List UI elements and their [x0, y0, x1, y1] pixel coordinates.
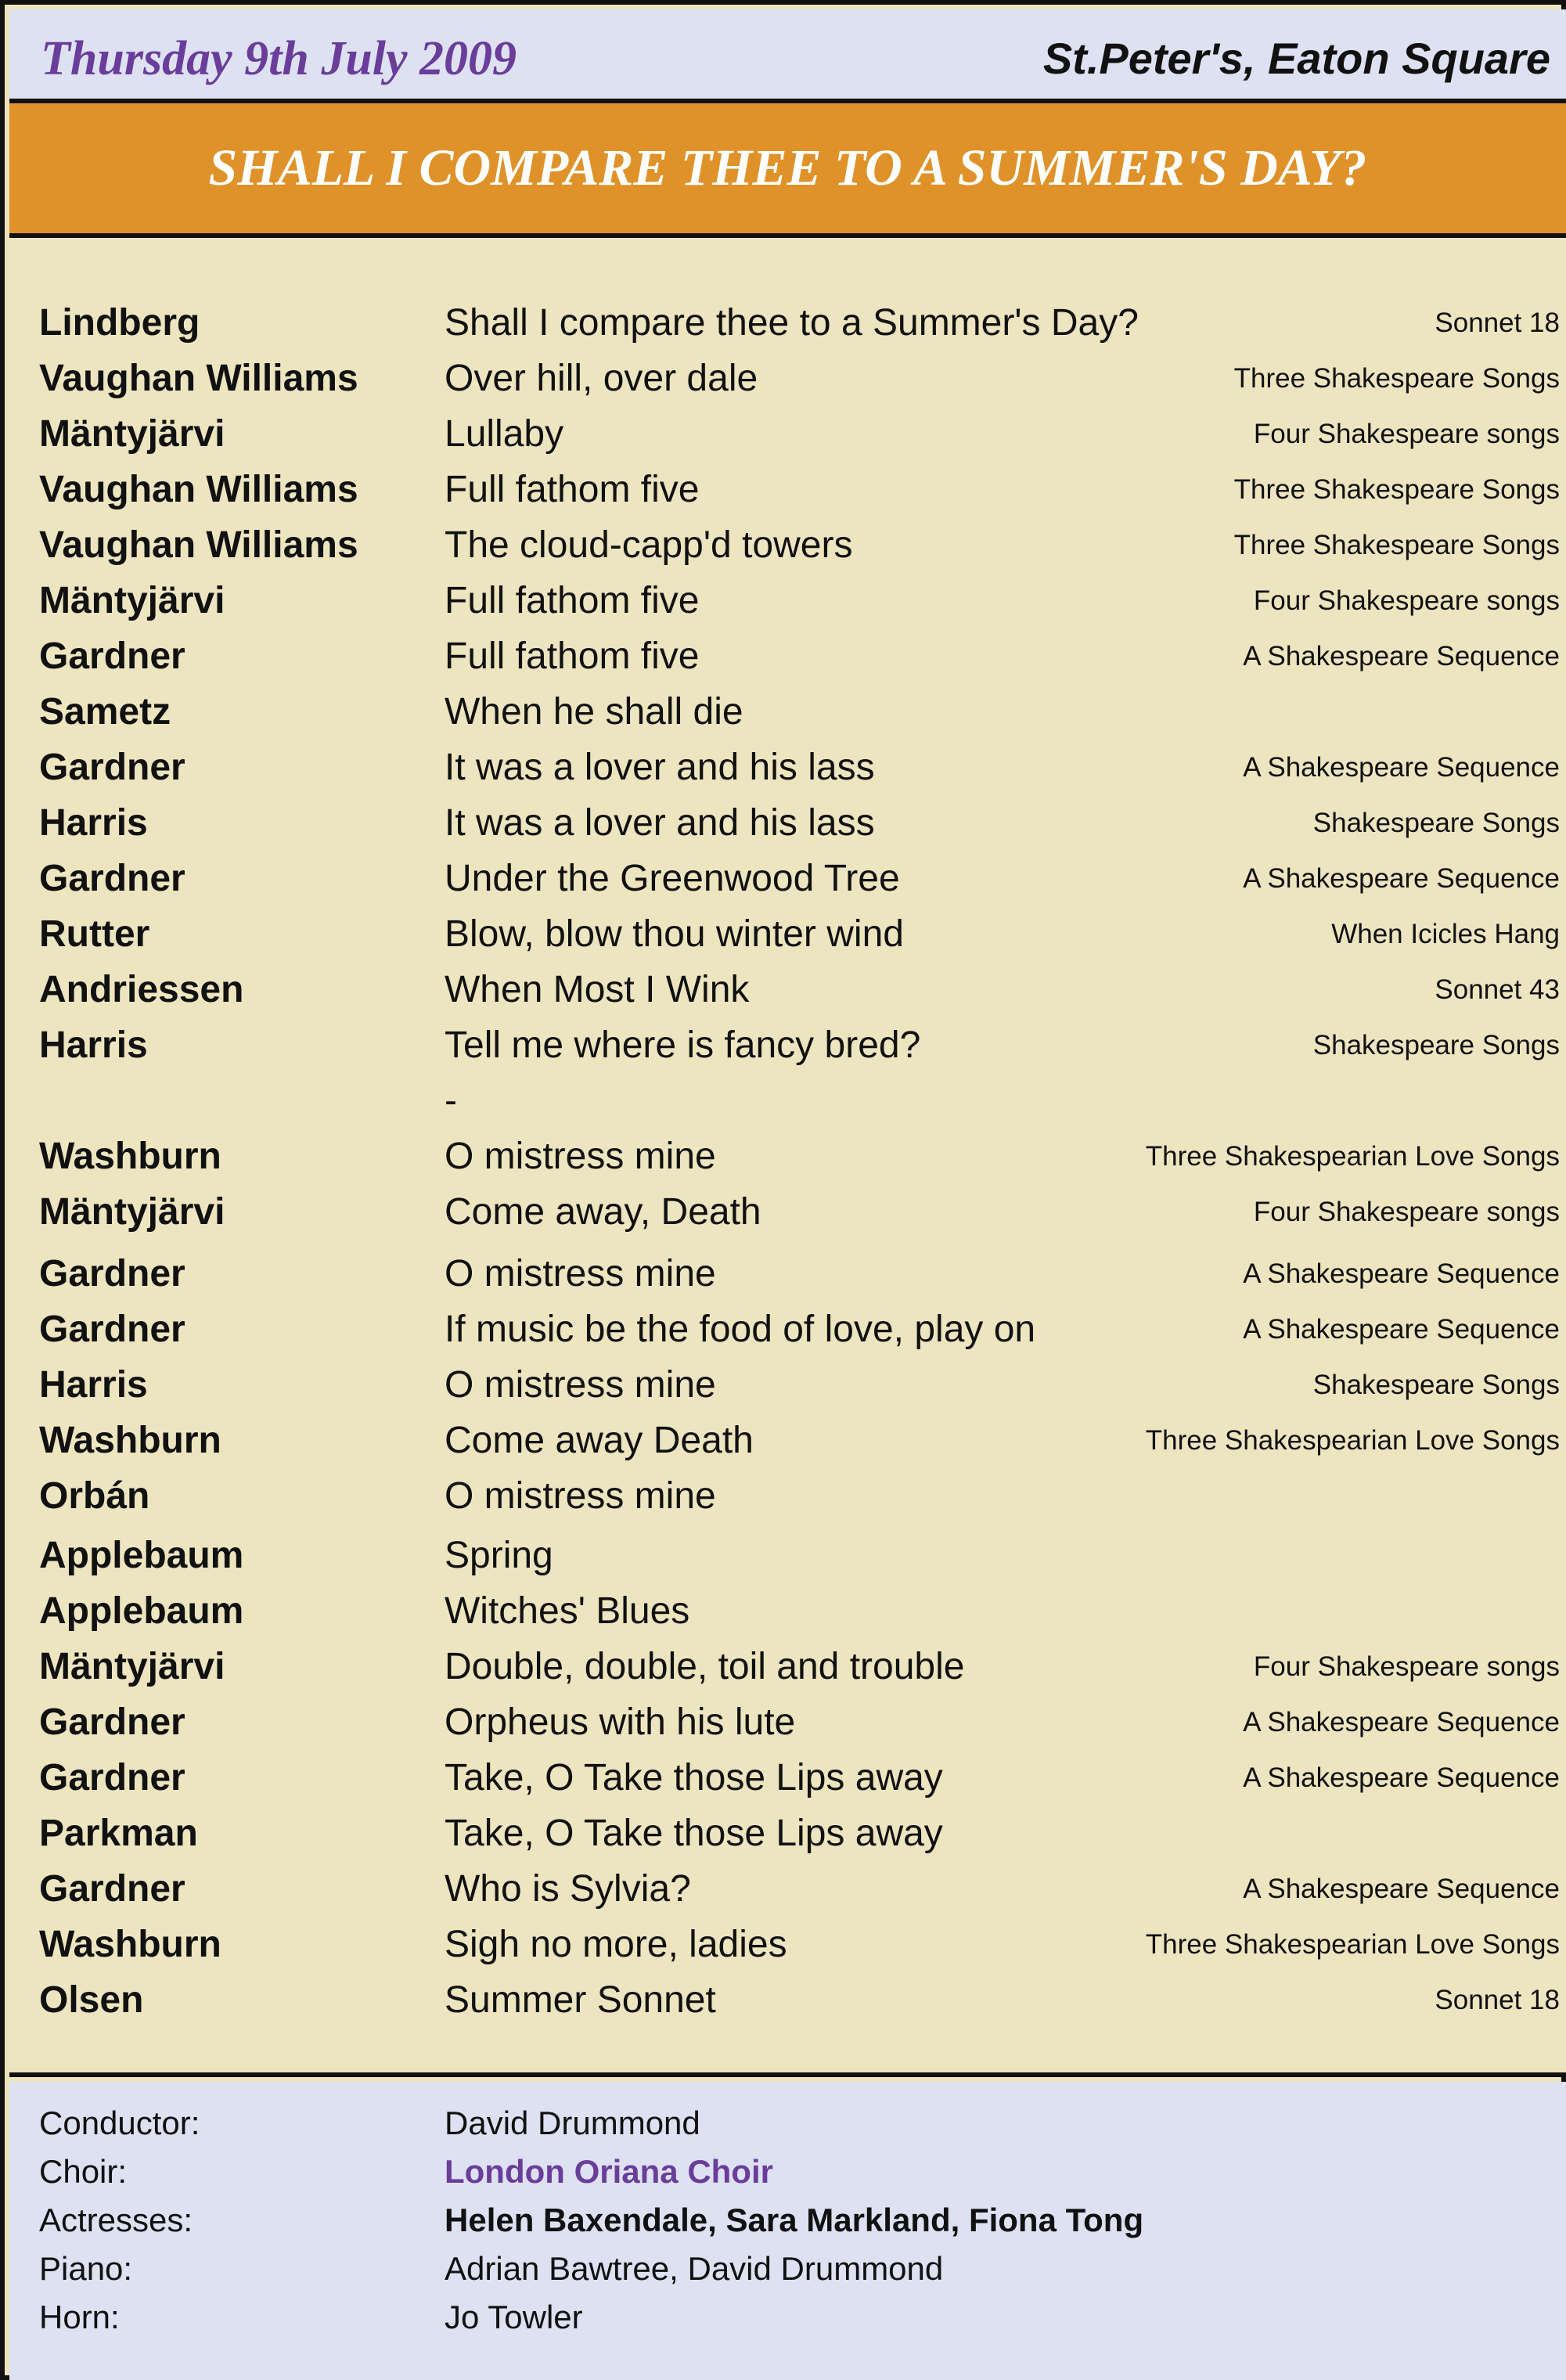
- composer-name: Gardner: [39, 1701, 185, 1743]
- programme-row: [9, 1302, 1566, 1357]
- programme-row: [9, 1584, 1566, 1639]
- piece-title: Witches' Blues: [445, 1590, 690, 1632]
- programme-row: [9, 1018, 1566, 1073]
- credit-label: Piano:: [39, 2250, 133, 2287]
- composer-name: Sametz: [39, 691, 171, 733]
- programme-row: [9, 1973, 1566, 2028]
- piece-title: Orpheus with his lute: [445, 1701, 796, 1743]
- programme-row: [9, 1247, 1566, 1302]
- credit-label: Conductor:: [39, 2105, 200, 2141]
- composer-name: Washburn: [39, 1420, 221, 1461]
- actresses-names: Helen Baxendale, Sara Markland, Fiona Tong: [445, 2202, 1144, 2238]
- piece-title: Full fathom five: [445, 469, 700, 510]
- programme-row: [9, 907, 1566, 962]
- piece-source: Sonnet 43: [1435, 974, 1560, 1005]
- piece-title: Over hill, over dale: [445, 358, 758, 399]
- title-banner: [9, 103, 1566, 238]
- programme-row: [9, 796, 1566, 851]
- piece-title: Sigh no more, ladies: [445, 1924, 787, 1965]
- piece-title: Come away, Death: [445, 1191, 761, 1233]
- piece-title: Lullaby: [445, 413, 564, 455]
- piece-source: Three Shakespeare Songs: [1233, 363, 1560, 394]
- piece-source: Sonnet 18: [1435, 308, 1560, 338]
- credit-horn: [9, 2293, 1566, 2342]
- composer-name: Vaughan Williams: [39, 358, 358, 399]
- credit-choir: [9, 2148, 1566, 2196]
- piece-source: Three Shakespearian Love Songs: [1145, 1425, 1560, 1456]
- programme-row: [9, 1695, 1566, 1750]
- piece-source: Three Shakespeare Songs: [1233, 530, 1560, 560]
- piece-source: Three Shakespearian Love Songs: [1145, 1141, 1560, 1172]
- composer-name: Mäntyjärvi: [39, 580, 225, 621]
- programme-list: [9, 238, 1566, 2077]
- choir-name: London Oriana Choir: [445, 2153, 773, 2190]
- piece-title: O mistress mine: [445, 1364, 716, 1406]
- composer-name: Rutter: [39, 913, 150, 955]
- programme-row: [9, 1806, 1566, 1861]
- programme-row: [9, 351, 1566, 406]
- credit-conductor: [9, 2099, 1566, 2148]
- programme-row: [9, 740, 1566, 795]
- piece-title: It was a lover and his lass: [445, 802, 875, 844]
- piece-title: When he shall die: [445, 691, 743, 733]
- programme-row: [9, 1413, 1566, 1468]
- programme-row: [9, 1185, 1566, 1240]
- piece-title: Come away Death: [445, 1420, 754, 1461]
- programme-row: [9, 1862, 1566, 1917]
- programme-row: [9, 1751, 1566, 1806]
- composer-name: Washburn: [39, 1924, 221, 1965]
- piece-title: Double, double, toil and trouble: [445, 1646, 965, 1687]
- composer-name: Gardner: [39, 747, 185, 788]
- composer-name: Olsen: [39, 1979, 144, 2021]
- composer-name: Parkman: [39, 1813, 198, 1854]
- concert-venue: St.Peter's, Eaton Square: [1042, 34, 1550, 83]
- programme-row: [9, 296, 1566, 351]
- composer-name: Mäntyjärvi: [39, 413, 225, 455]
- composer-name: Harris: [39, 1364, 148, 1406]
- piece-source: A Shakespeare Sequence: [1243, 1707, 1560, 1737]
- composer-name: Orbán: [39, 1475, 150, 1517]
- piece-source: A Shakespeare Sequence: [1243, 1762, 1560, 1793]
- programme-row: [9, 1528, 1566, 1583]
- composer-name: Harris: [39, 802, 148, 844]
- programme-row: [9, 1469, 1566, 1524]
- programme-row: [9, 963, 1566, 1017]
- credit-label: Horn:: [39, 2299, 120, 2335]
- piece-title: The cloud-capp'd towers: [445, 524, 853, 566]
- composer-name: Vaughan Williams: [39, 469, 358, 510]
- piece-title: O mistress mine: [445, 1253, 716, 1294]
- piece-source: Four Shakespeare songs: [1253, 419, 1560, 449]
- piece-title: Spring: [445, 1535, 553, 1576]
- composer-name: Applebaum: [39, 1590, 244, 1632]
- composer-name: Harris: [39, 1024, 148, 1066]
- programme-row: [9, 852, 1566, 906]
- programme-row: [9, 574, 1566, 628]
- conductor-name: David Drummond: [445, 2105, 700, 2141]
- piece-source: A Shakespeare Sequence: [1243, 863, 1560, 894]
- composer-name: Washburn: [39, 1136, 221, 1177]
- piece-source: Four Shakespeare songs: [1253, 1197, 1560, 1227]
- composer-name: Gardner: [39, 1309, 185, 1350]
- piece-source: Four Shakespeare songs: [1253, 1651, 1560, 1682]
- piece-title: Take, O Take those Lips away: [445, 1813, 943, 1854]
- credit-piano: [9, 2245, 1566, 2293]
- header-bar: [9, 9, 1566, 103]
- piece-source: Three Shakespearian Love Songs: [1145, 1929, 1560, 1960]
- piece-title: Shall I compare thee to a Summer's Day?: [445, 302, 1139, 344]
- piece-title: Take, O Take those Lips away: [445, 1757, 943, 1799]
- programme-row: [9, 1358, 1566, 1413]
- programme-row: [9, 407, 1566, 462]
- piece-title: When Most I Wink: [445, 969, 750, 1010]
- piece-title: -: [445, 1080, 457, 1122]
- pianist-names: Adrian Bawtree, David Drummond: [445, 2250, 944, 2287]
- horn-player-name: Jo Towler: [445, 2299, 583, 2335]
- composer-name: Mäntyjärvi: [39, 1191, 225, 1233]
- composer-name: Vaughan Williams: [39, 524, 358, 566]
- piece-source: Shakespeare Songs: [1312, 1370, 1560, 1400]
- composer-name: Gardner: [39, 636, 185, 677]
- programme-row: [9, 1129, 1566, 1184]
- composer-name: Applebaum: [39, 1535, 244, 1576]
- performer-credits: [9, 2082, 1566, 2380]
- programme-row: [9, 1917, 1566, 1972]
- programme-row: [9, 1074, 1566, 1129]
- piece-title: It was a lover and his lass: [445, 747, 875, 788]
- composer-name: Lindberg: [39, 302, 200, 344]
- composer-name: Gardner: [39, 1757, 185, 1799]
- piece-source: A Shakespeare Sequence: [1243, 1258, 1560, 1289]
- credit-label: Choir:: [39, 2153, 128, 2190]
- credit-label: Actresses:: [39, 2202, 193, 2238]
- programme-row: [9, 1640, 1566, 1694]
- piece-source: A Shakespeare Sequence: [1243, 752, 1560, 783]
- credit-actresses: [9, 2196, 1566, 2245]
- programme-row: [9, 685, 1566, 740]
- composer-name: Andriessen: [39, 969, 244, 1010]
- piece-source: Three Shakespeare Songs: [1233, 474, 1560, 505]
- concert-date: Thursday 9th July 2009: [41, 32, 517, 85]
- composer-name: Gardner: [39, 1253, 185, 1294]
- concert-title: SHALL I COMPARE THEE TO A SUMMER'S DAY?: [208, 139, 1367, 196]
- composer-name: Gardner: [39, 1868, 185, 1910]
- piece-title: Full fathom five: [445, 636, 700, 677]
- piece-source: Shakespeare Songs: [1312, 1030, 1560, 1060]
- piece-title: If music be the food of love, play on: [445, 1309, 1036, 1350]
- programme-row: [9, 463, 1566, 517]
- programme-row: [9, 629, 1566, 684]
- piece-title: Tell me where is fancy bred?: [445, 1024, 921, 1066]
- piece-title: O mistress mine: [445, 1475, 716, 1517]
- piece-title: Blow, blow thou winter wind: [445, 913, 904, 955]
- piece-source: Shakespeare Songs: [1312, 808, 1560, 838]
- piece-title: Under the Greenwood Tree: [445, 858, 900, 899]
- piece-source: When Icicles Hang: [1331, 919, 1560, 949]
- piece-title: O mistress mine: [445, 1136, 716, 1177]
- piece-source: A Shakespeare Sequence: [1243, 1314, 1560, 1345]
- piece-title: Full fathom five: [445, 580, 700, 621]
- programme-row: [9, 518, 1566, 573]
- piece-source: A Shakespeare Sequence: [1243, 1874, 1560, 1904]
- composer-name: Gardner: [39, 858, 185, 899]
- piece-title: Summer Sonnet: [445, 1979, 716, 2021]
- piece-title: Who is Sylvia?: [445, 1868, 691, 1910]
- piece-source: Four Shakespeare songs: [1253, 585, 1560, 616]
- piece-source: Sonnet 18: [1435, 1985, 1560, 2015]
- composer-name: Mäntyjärvi: [39, 1646, 225, 1687]
- piece-source: A Shakespeare Sequence: [1243, 641, 1560, 672]
